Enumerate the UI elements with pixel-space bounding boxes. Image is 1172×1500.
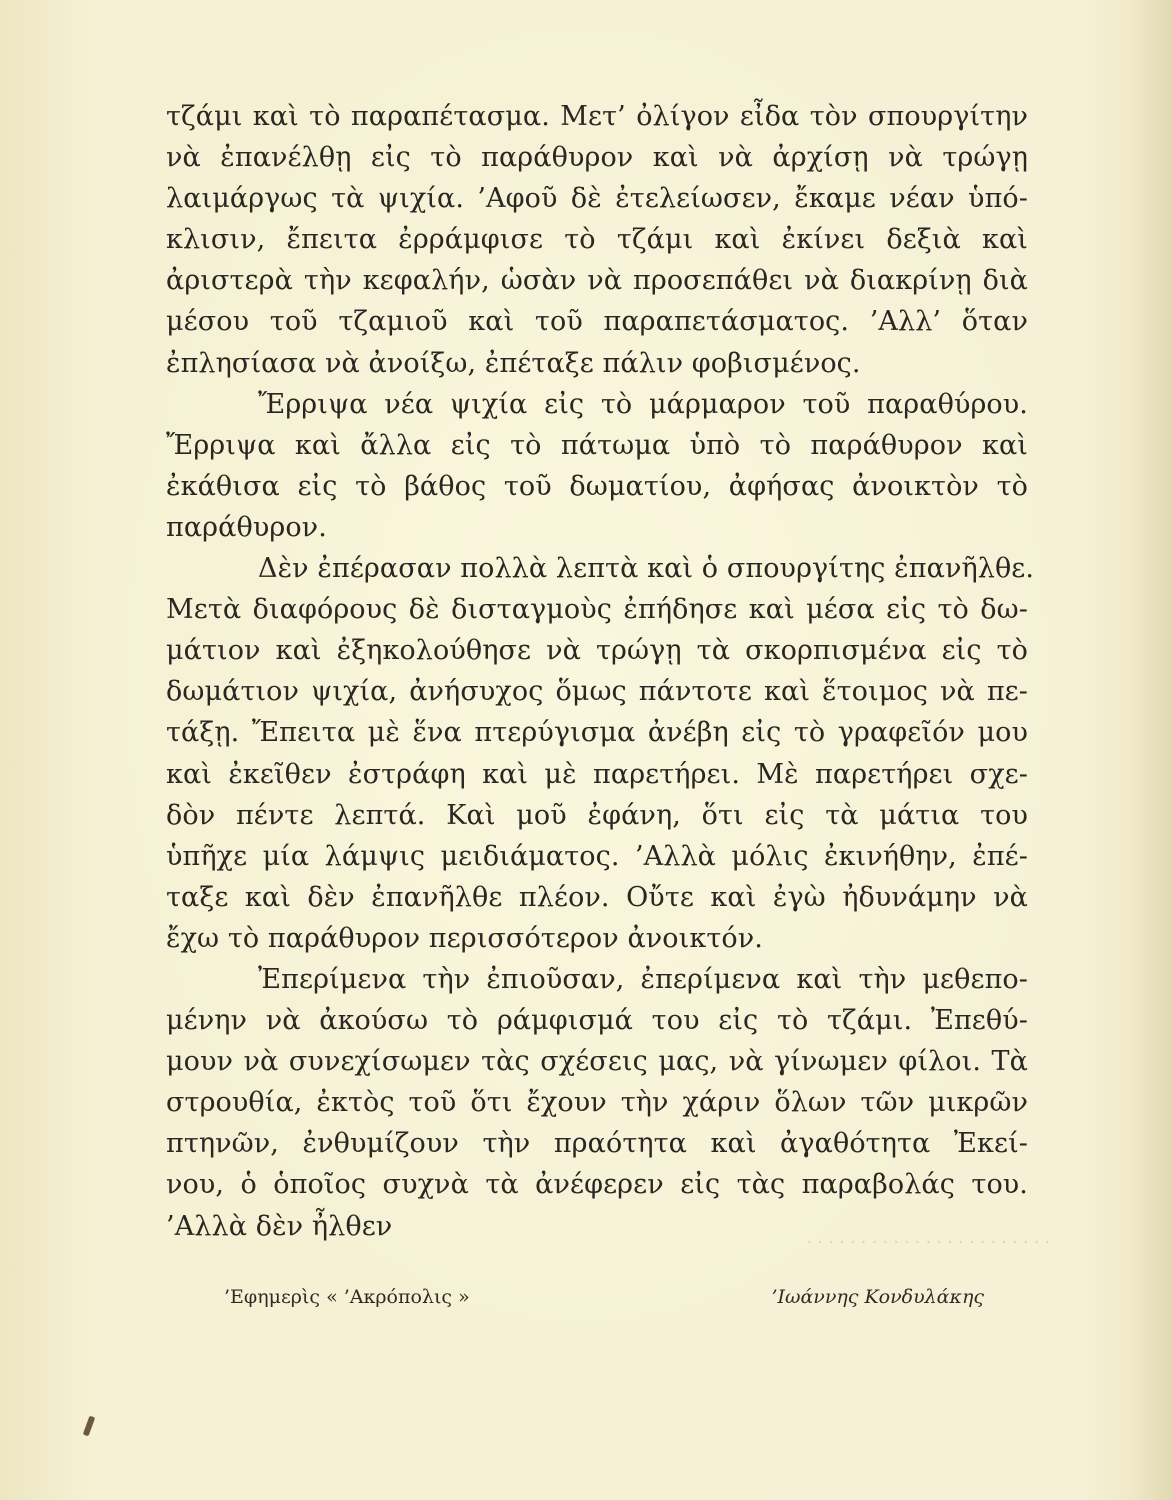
text-line: Ἔρριψα καὶ ἄλλα εἰς τὸ πάτωμα ὑπὸ τὸ παράθυρον καὶ: [166, 429, 1028, 461]
bleed-through-text: · · · · · · · · · · · · · · · · · · · · · · ·: [806, 1233, 1050, 1253]
text-line: λαιμάργως τὰ ψιχία. ’Αφοῦ δὲ ἐτελείωσεν, ἔκαμε νέαν ὑπό-: [166, 183, 1028, 215]
text-line: δωμάτιον ψιχία, ἀνήσυχος ὅμως πάντοτε καὶ ἕτοιμος νὰ πε-: [166, 676, 1028, 708]
text-line: ’Αλλὰ δὲν ἦλθεν: [166, 1210, 393, 1242]
text-line: μέσου τοῦ τζαμιοῦ καὶ τοῦ παραπετάσματος. ’Αλλ’ ὅταν: [166, 306, 1028, 338]
text-line: μουν νὰ συνεχίσωμεν τὰς σχέσεις μας, νὰ γίνωμεν φίλοι. Τὰ: [166, 1046, 1028, 1078]
text-line: τάξῃ. Ἔπειτα μὲ ἕνα πτερύγισμα ἀνέβη εἰς τὸ γραφεῖόν μου: [166, 717, 1028, 749]
text-line: παράθυρον.: [166, 511, 327, 543]
paragraph: [166, 96, 1028, 384]
text-line: Δὲν ἐπέρασαν πολλὰ λεπτὰ καὶ ὁ σπουργίτης ἐπανῆλθε.: [258, 553, 1035, 585]
paragraph: [166, 384, 1028, 548]
source-credit: ’Εφημερὶς « ’Ακρόπολις »: [224, 1286, 470, 1308]
text-line: ἐκάθισα εἰς τὸ βάθος τοῦ δωματίου, ἀφήσας ἀνοικτὸν τὸ: [166, 470, 1028, 502]
text-line: ὑπῆχε μία λάμψις μειδιάματος. ’Αλλὰ μόλις ἐκινήθην, ἐπέ-: [166, 840, 1028, 872]
text-line: κλισιν, ἔπειτα ἐρράμφισε τὸ τζάμι καὶ ἐκίνει δεξιὰ καὶ: [166, 224, 1028, 256]
text-line: πτηνῶν, ἐνθυμίζουν τὴν πραότητα καὶ ἀγαθότητα Ἐκεί-: [166, 1128, 1028, 1160]
text-line: στρουθία, ἐκτὸς τοῦ ὅτι ἔχουν τὴν χάριν ὅλων τῶν μικρῶν: [166, 1087, 1028, 1119]
text-line: ταξε καὶ δὲν ἐπανῆλθε πλέον. Οὔτε καὶ ἐγὼ ἠδυνάμην νὰ: [166, 881, 1028, 913]
text-line: Ἐπερίμενα τὴν ἐπιοῦσαν, ἐπερίμενα καὶ τὴν μεθεπο-: [258, 963, 1028, 995]
text-line: νὰ ἐπανέλθῃ εἰς τὸ παράθυρον καὶ νὰ ἀρχίσῃ νὰ τρώγῃ: [166, 142, 1028, 174]
text-line: Μετὰ διαφόρους δὲ δισταγμοὺς ἐπήδησε καὶ μέσα εἰς τὸ δω-: [166, 594, 1028, 626]
paragraph: [166, 959, 1028, 1247]
text-line: μάτιον καὶ ἐξηκολούθησε νὰ τρώγῃ τὰ σκορπισμένα εἰς τὸ: [166, 635, 1028, 667]
paragraph: [166, 548, 1035, 959]
body-text: [166, 96, 1035, 1247]
text-line: ἔχω τὸ παράθυρον περισσότερον ἀνοικτόν.: [166, 922, 763, 954]
text-line: δὸν πέντε λεπτά. Καὶ μοῦ ἐφάνη, ὅτι εἰς τὰ μάτια του: [166, 799, 1028, 831]
text-line: καὶ ἐκεῖθεν ἐστράφη καὶ μὲ παρετήρει. Μὲ παρετήρει σχε-: [166, 758, 1028, 790]
text-line: νου, ὁ ὁποῖος συχνὰ τὰ ἀνέφερεν εἰς τὰς παραβολάς του.: [166, 1169, 1028, 1201]
text-line: μένην νὰ ἀκούσω τὸ ράμφισμά του εἰς τὸ τζάμι. Ἐπεθύ-: [166, 1005, 1028, 1037]
author-credit: ’Ιωάννης Κονδυλάκης: [771, 1286, 984, 1308]
text-line: ἐπλησίασα νὰ ἀνοίξω, ἐπέταξε πάλιν φοβισμένος.: [166, 347, 861, 379]
ink-mark: [83, 1416, 95, 1437]
text-line: τζάμι καὶ τὸ παραπέτασμα. Μετ’ ὀλίγον εἶδα τὸν σπουργίτην: [166, 101, 1028, 132]
text-line: ἀριστερὰ τὴν κεφαλήν, ὡσὰν νὰ προσεπάθει νὰ διακρίνῃ διὰ: [166, 265, 1028, 297]
text-line: Ἔρριψα νέα ψιχία εἰς τὸ μάρμαρον τοῦ παραθύρου.: [258, 388, 1028, 420]
